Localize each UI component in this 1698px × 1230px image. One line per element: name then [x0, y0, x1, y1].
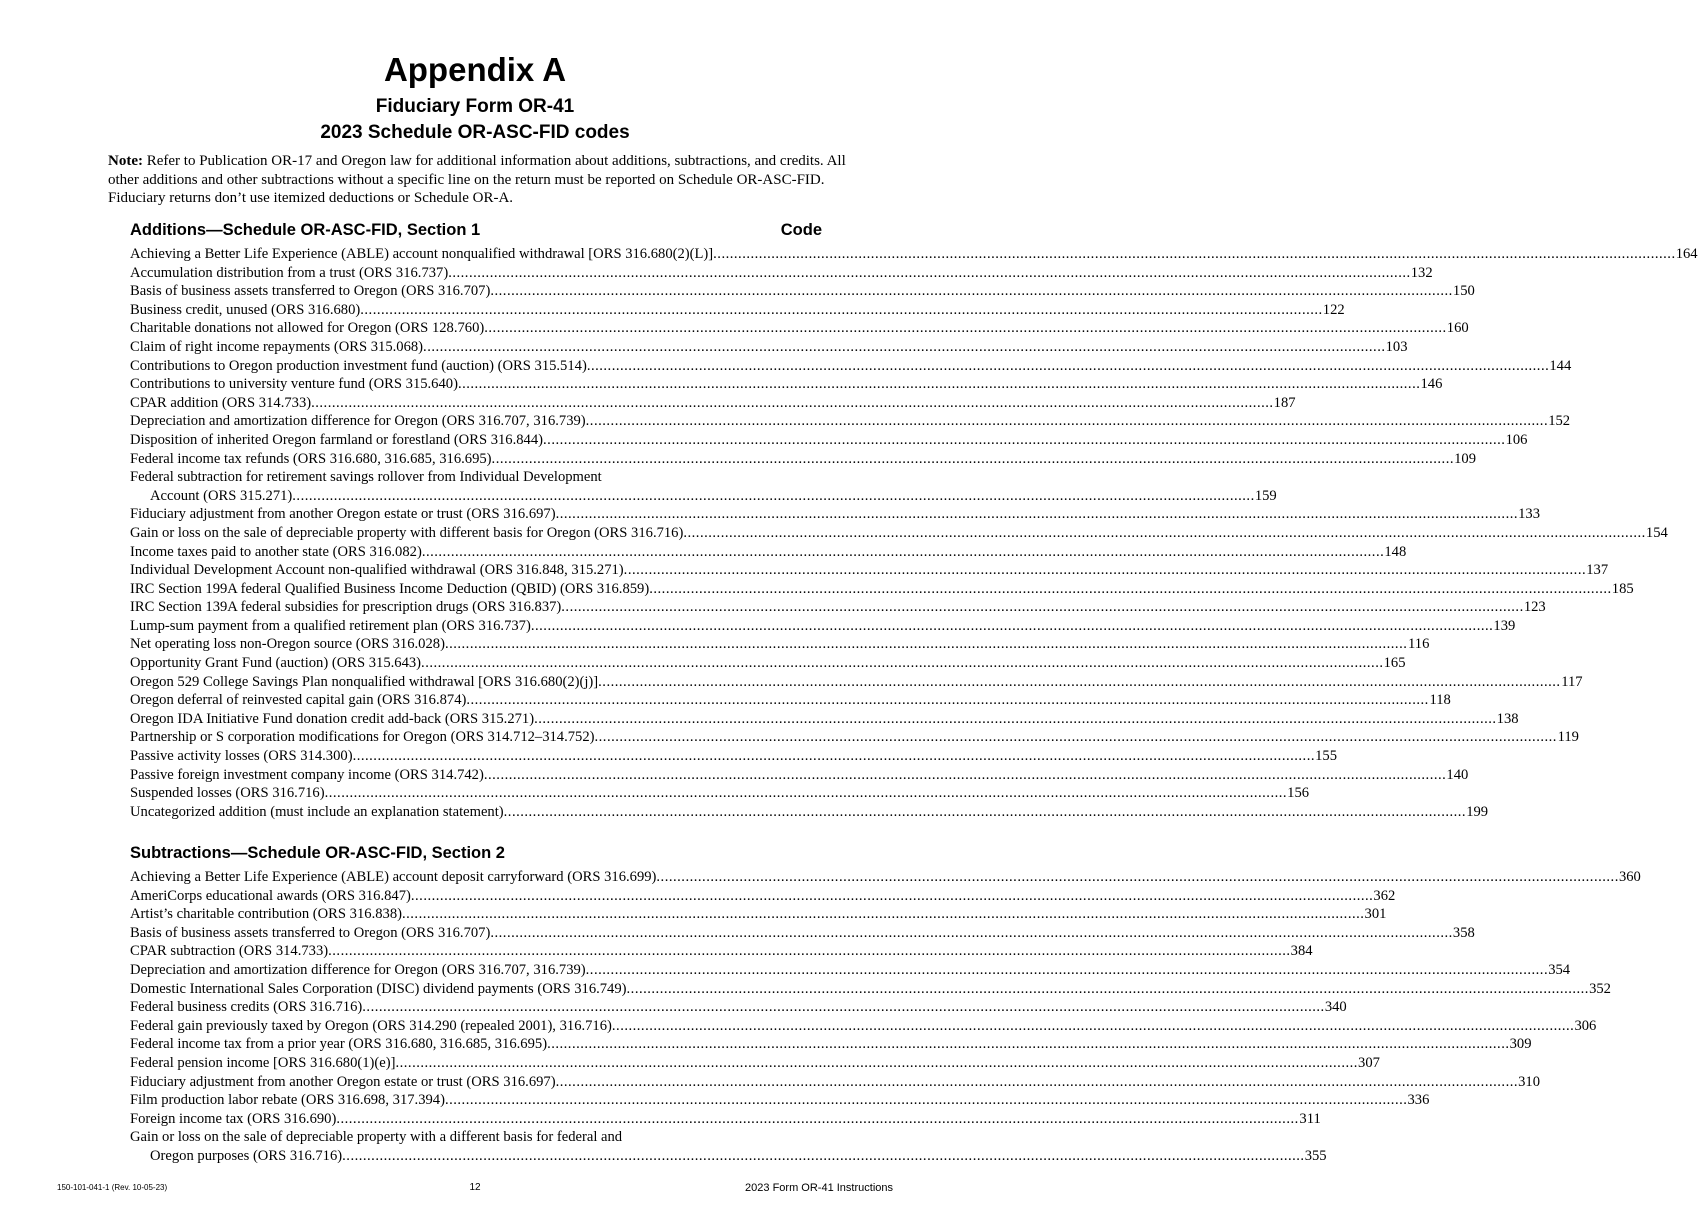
entry-description: Gain or loss on the sale of depreciable property with a different basis for federal and [130, 1129, 623, 1146]
dot-leader [595, 728, 1557, 747]
entry-code: 155 [1315, 748, 1337, 765]
code-entry [130, 766, 1469, 785]
additions-heading-text: Additions—Schedule OR-ASC-FID, Section 1 [130, 221, 481, 239]
code-entry [130, 375, 1443, 394]
entry-description: CPAR subtraction (ORS 314.733) [130, 943, 329, 960]
entry-code: 144 [1549, 357, 1572, 374]
entry-description: Accumulation distribution from a trust (ORS 316.737) [130, 264, 449, 281]
dot-leader [683, 524, 1645, 543]
entry-code: 116 [1408, 636, 1430, 653]
entry-code: 154 [1645, 524, 1668, 541]
entry-description: Opportunity Grant Fund (auction) (ORS 315.643) [130, 655, 422, 672]
entry-description: Contributions to Oregon production investment fund (auction) (ORS 315.514) [130, 357, 587, 374]
entry-code: 362 [1373, 887, 1396, 904]
dot-leader [458, 375, 1420, 394]
footer-form-number: 150-101-041-1 (Rev. 10-05-23) [57, 1183, 168, 1192]
entry-code: 354 [1548, 961, 1571, 978]
entry-description: Lump-sum payment from a qualified retirement plan (ORS 316.737) [130, 617, 531, 634]
entry-description: Artist’s charitable contribution (ORS 316.838) [130, 906, 402, 923]
entry-code: 340 [1324, 999, 1347, 1016]
code-entry [130, 394, 1296, 413]
code-entry [130, 710, 1519, 729]
entry-description: Foreign income tax (ORS 316.690) [130, 1110, 337, 1127]
code-entry [130, 1147, 1327, 1166]
entry-code: 117 [1561, 673, 1583, 690]
code-entry-first-line [130, 468, 822, 487]
code-entry [130, 412, 1571, 431]
entry-code: 199 [1466, 803, 1489, 820]
entry-code: 355 [1304, 1147, 1327, 1164]
dot-leader [402, 905, 1364, 924]
code-entry [130, 998, 1347, 1017]
dot-leader [421, 654, 1383, 673]
code-entry [130, 357, 1572, 376]
dot-leader [624, 561, 1586, 580]
dot-leader [342, 1147, 1304, 1166]
entry-code: 106 [1505, 431, 1528, 448]
dot-leader [445, 1091, 1407, 1110]
entry-code: 132 [1410, 264, 1433, 281]
entry-description: Federal pension income [ORS 316.680(1)(e)] [130, 1054, 396, 1071]
entry-code: 118 [1429, 692, 1451, 709]
code-entry [130, 450, 1476, 469]
dot-leader [490, 924, 1452, 943]
code-entry [130, 301, 1345, 320]
dot-leader [504, 803, 1466, 822]
entry-description: Business credit, unused (ORS 316.680) [130, 301, 361, 318]
dot-leader [353, 747, 1315, 766]
dot-leader [561, 598, 1523, 617]
dot-leader [612, 1017, 1574, 1036]
dot-leader [411, 887, 1373, 906]
code-entry [130, 784, 1310, 803]
dot-leader [534, 710, 1496, 729]
entry-description: CPAR addition (ORS 314.733) [130, 394, 312, 411]
dot-leader [547, 1035, 1509, 1054]
entry-description: IRC Section 199A federal Qualified Business Income Deduction (QBID) (ORS 316.859) [130, 580, 650, 597]
code-entry [130, 543, 1407, 562]
entry-code: 185 [1611, 580, 1634, 597]
code-entry [130, 905, 1387, 924]
dot-leader [586, 412, 1548, 431]
dot-leader [656, 868, 1618, 887]
additions-code-list [130, 245, 1698, 821]
entry-code: 137 [1586, 562, 1609, 579]
entry-code: 146 [1420, 376, 1443, 393]
code-entry [130, 980, 1611, 999]
additions-section-heading [130, 219, 822, 241]
code-column-heading: Code [780, 221, 822, 239]
dot-leader [627, 980, 1589, 999]
entry-code: 148 [1384, 543, 1407, 560]
dot-leader [292, 487, 1254, 506]
code-entry [130, 1110, 1321, 1129]
note-label: Note: [108, 153, 143, 169]
dot-leader [395, 1054, 1357, 1073]
entry-description: Oregon IDA Initiative Fund donation credit add-back (ORS 315.271) [130, 710, 535, 727]
code-entry [130, 282, 1475, 301]
entry-code: 133 [1518, 506, 1541, 523]
dot-leader [713, 245, 1675, 264]
entry-description: Oregon deferral of reinvested capital gain (ORS 316.874) [130, 692, 467, 709]
dot-leader [531, 617, 1493, 636]
dot-leader [466, 691, 1428, 710]
entry-code: 152 [1548, 413, 1571, 430]
code-entry [130, 580, 1634, 599]
entry-code: 139 [1493, 617, 1516, 634]
footer-document-title: 2023 Form OR-41 Instructions [745, 1182, 893, 1194]
entry-description: Disposition of inherited Oregon farmland or forestland (ORS 316.844) [130, 431, 544, 448]
entry-code: 122 [1322, 301, 1345, 318]
entry-code: 306 [1574, 1017, 1597, 1034]
code-entry [130, 1017, 1597, 1036]
entry-description: Federal gain previously taxed by Oregon (ORS 314.290 (repealed 2001), 316.716) [130, 1017, 612, 1034]
note-paragraph [108, 152, 856, 208]
dot-leader [484, 319, 1446, 338]
schedule-codes-subtitle: 2023 Schedule OR-ASC-FID codes [320, 122, 630, 143]
entry-description: Federal income tax from a prior year (ORS 316.680, 316.685, 316.695) [130, 1036, 548, 1053]
dot-leader [587, 357, 1549, 376]
code-entry [130, 264, 1433, 283]
entry-description: Oregon purposes (ORS 316.716) [150, 1147, 343, 1164]
entry-description: AmeriCorps educational awards (ORS 316.847) [130, 887, 411, 904]
code-entry [130, 598, 1546, 617]
dot-leader [649, 580, 1611, 599]
code-entry [130, 524, 1668, 543]
entry-description: Film production labor rebate (ORS 316.698, 317.394) [130, 1092, 445, 1109]
entry-code: 310 [1518, 1073, 1541, 1090]
entry-code: 123 [1523, 599, 1546, 616]
entry-description: Basis of business assets transferred to Oregon (ORS 316.707) [130, 283, 491, 300]
entry-description: Net operating loss non-Oregon source (ORS 316.028) [130, 636, 445, 653]
entry-description: Fiduciary adjustment from another Oregon estate or trust (ORS 316.697) [130, 506, 556, 523]
entry-description: Depreciation and amortization difference for Oregon (ORS 316.707, 316.739) [130, 413, 586, 430]
entry-code: 138 [1496, 710, 1519, 727]
entry-description: Basis of business assets transferred to Oregon (ORS 316.707) [130, 924, 491, 941]
code-entry [130, 728, 1579, 747]
entry-code: 103 [1385, 338, 1408, 355]
code-entry [130, 245, 1698, 264]
entry-code: 307 [1358, 1054, 1380, 1071]
code-entry [130, 431, 1528, 450]
entry-code: 156 [1287, 785, 1310, 802]
entry-code: 358 [1452, 924, 1475, 941]
entry-description: Income taxes paid to another state (ORS 316.082) [130, 543, 422, 560]
code-entry [130, 868, 1641, 887]
entry-code: 360 [1618, 869, 1641, 885]
dot-leader [490, 282, 1452, 301]
code-entry [130, 691, 1451, 710]
entry-description: Uncategorized addition (must include an explanation statement) [130, 803, 504, 820]
entry-description: Federal business credits (ORS 316.716) [130, 999, 363, 1016]
entry-code: 165 [1383, 655, 1406, 672]
entry-description: Federal income tax refunds (ORS 316.680, 316.685, 316.695) [130, 450, 492, 467]
entry-description: Achieving a Better Life Experience (ABLE) account deposit carryforward (ORS 316.699) [130, 869, 657, 885]
subtractions-code-list [130, 868, 1641, 1166]
code-entry [130, 887, 1396, 906]
entry-code: 301 [1364, 906, 1387, 923]
entry-code: 109 [1454, 450, 1476, 467]
dot-leader [598, 673, 1560, 692]
code-entry [130, 1091, 1430, 1110]
code-entry [130, 617, 1516, 636]
code-entry [130, 319, 1469, 338]
dot-leader [492, 450, 1454, 469]
dot-leader [556, 1073, 1518, 1092]
subtractions-section-heading [130, 842, 822, 864]
dot-leader [325, 784, 1287, 803]
entry-description: Suspended losses (ORS 316.716) [130, 785, 325, 802]
dot-leader [556, 505, 1518, 524]
entry-code: 150 [1452, 283, 1475, 300]
footer-page-number: 12 [469, 1182, 481, 1193]
entry-description: Achieving a Better Life Experience (ABLE) account nonqualified withdrawal [ORS 316.680(2)(L)] [130, 246, 714, 262]
code-entry [130, 338, 1408, 357]
note-text: Refer to Publication OR-17 and Oregon law for additional information about additions, subtractions, and credits. All other additions and other subtractions without a specific line on the return must be reported on Schedule OR-ASC-FID. Fiduciary returns don’t use itemized deductions or Schedule OR-A. [108, 153, 846, 206]
entry-code: 336 [1407, 1092, 1430, 1109]
entry-description: Passive activity losses (ORS 314.300) [130, 748, 353, 765]
entry-description: Individual Development Account non-qualified withdrawal (ORS 316.848, 315.271) [130, 562, 624, 579]
dot-leader [328, 942, 1290, 961]
code-entry [130, 924, 1475, 943]
dot-leader [311, 394, 1273, 413]
entry-description: Contributions to university venture fund (ORS 315.640) [130, 376, 458, 393]
entry-description: Claim of right income repayments (ORS 315.068) [130, 338, 424, 355]
dot-leader [543, 431, 1505, 450]
code-entry [130, 561, 1609, 580]
code-entry [130, 1054, 1380, 1073]
code-entry [130, 1035, 1532, 1054]
dot-leader [362, 998, 1324, 1017]
entry-description: Partnership or S corporation modifications for Oregon (ORS 314.712–314.752) [130, 729, 595, 746]
entry-code: 119 [1557, 729, 1579, 746]
entry-code: 160 [1446, 320, 1469, 337]
page-title: Appendix A [383, 51, 567, 88]
dot-leader [484, 766, 1446, 785]
entry-code: 384 [1290, 943, 1313, 960]
subtractions-heading-text: Subtractions—Schedule OR-ASC-FID, Section 2 [130, 844, 505, 862]
code-entry [130, 1073, 1541, 1092]
dot-leader [586, 961, 1548, 980]
dot-leader [445, 635, 1407, 654]
code-entry [130, 487, 1277, 506]
form-name-subtitle: Fiduciary Form OR-41 [375, 96, 575, 117]
entry-code: 352 [1589, 980, 1611, 997]
entry-code: 309 [1509, 1036, 1532, 1053]
code-entry [130, 505, 1541, 524]
entry-description: Federal subtraction for retirement savings rollover from Individual Development [130, 469, 602, 486]
dot-leader [422, 543, 1384, 562]
entry-code: 311 [1299, 1110, 1321, 1127]
entry-code: 140 [1446, 766, 1469, 783]
code-entry [130, 654, 1406, 673]
code-entry [130, 961, 1571, 980]
entry-description: Charitable donations not allowed for Oregon (ORS 128.760) [130, 320, 485, 337]
code-entry [130, 635, 1430, 654]
entry-description: Depreciation and amortization difference for Oregon (ORS 316.707, 316.739) [130, 961, 586, 978]
entry-code: 187 [1273, 394, 1296, 411]
dot-leader [423, 338, 1385, 357]
dot-leader [336, 1110, 1298, 1129]
entry-description: Account (ORS 315.271) [150, 487, 293, 504]
entry-description: Gain or loss on the sale of depreciable property with different basis for Oregon (ORS 316.716) [130, 524, 684, 541]
code-entry-first-line [130, 1128, 822, 1147]
code-entry [130, 942, 1313, 961]
entry-description: Oregon 529 College Savings Plan nonqualified withdrawal [ORS 316.680(2)(j)] [130, 673, 599, 690]
code-entry [130, 747, 1337, 766]
entry-description: IRC Section 139A federal subsidies for prescription drugs (ORS 316.837) [130, 599, 562, 616]
entry-description: Fiduciary adjustment from another Oregon estate or trust (ORS 316.697) [130, 1073, 556, 1090]
entry-code: 159 [1254, 487, 1277, 504]
entry-description: Passive foreign investment company income (ORS 314.742) [130, 766, 484, 783]
dot-leader [448, 264, 1410, 283]
code-entry [130, 803, 1489, 822]
dot-leader [360, 301, 1322, 320]
entry-code: 164 [1675, 246, 1698, 262]
entry-description: Domestic International Sales Corporation (DISC) dividend payments (ORS 316.749) [130, 980, 627, 997]
code-entry [130, 673, 1583, 692]
